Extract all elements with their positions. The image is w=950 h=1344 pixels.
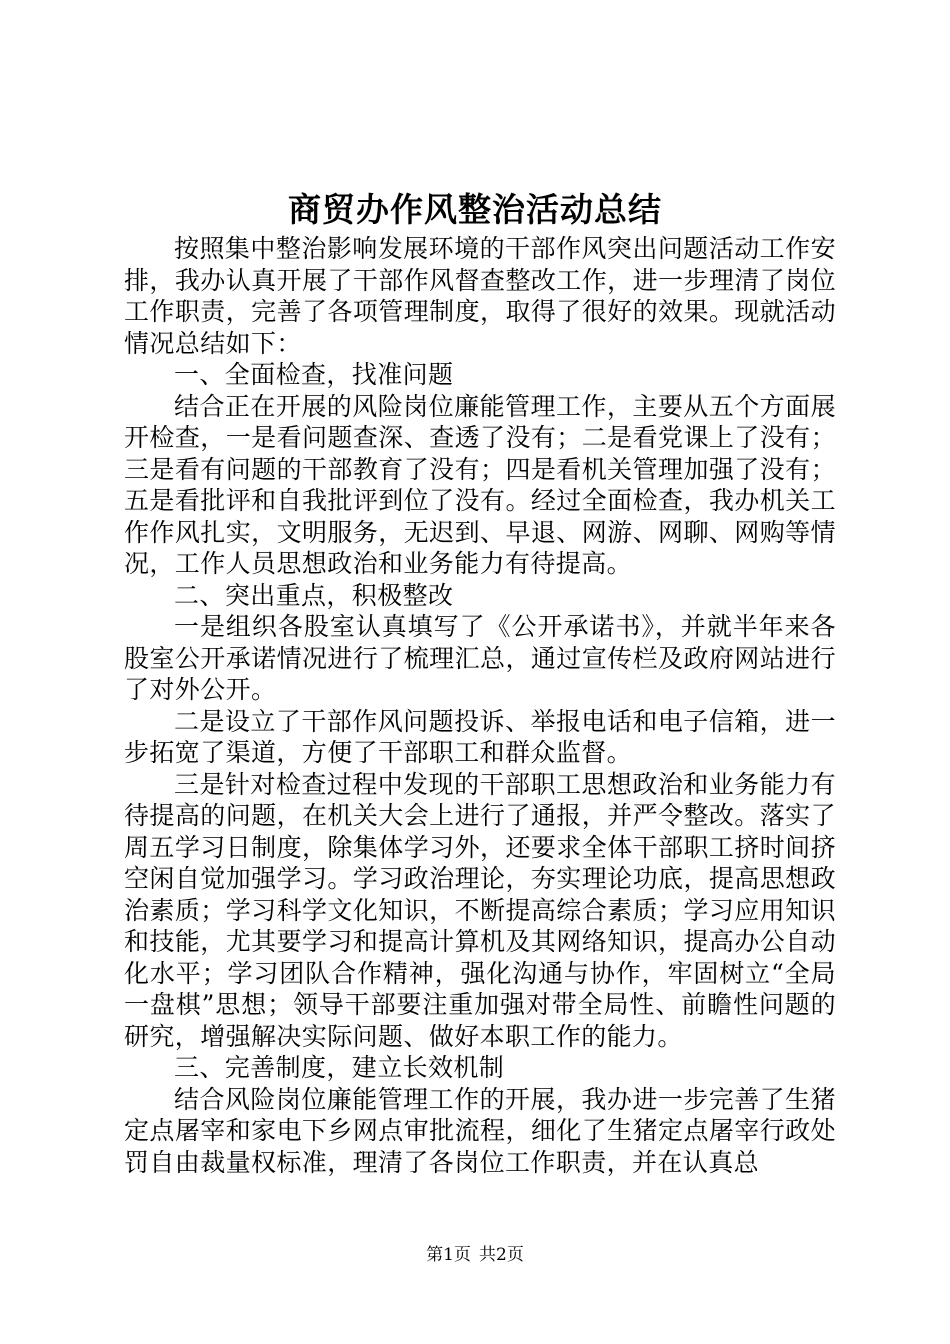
document-body — [124, 233, 836, 1178]
paragraph-rectify-3: 三是针对检查过程中发现的干部职工思想政治和业务能力有待提高的问题，在机关大会上进行了通报，并严令整改。落实了周五学习日制度，除集体学习外，还要求全体干部职工挤时间挤空闲自觉加强学习。学习政治理论，夯实理论功底，提高思想政治素质；学习科学文化知识，不断提高综合素质；学习应用知识和技能，尤其要学习和提高计算机及其网络知识，提高办公自动化水平；学习团队合作精神，强化沟通与协作，牢固树立“全局一盘棋”思想；领导干部要注重加强对带全局性、前瞻性问题的研究，增强解决实际问题、做好本职工作的能力。 — [124, 769, 836, 1051]
section-heading-3: 三、完善制度，建立长效机制 — [174, 1053, 505, 1082]
paragraph-rectify-1: 一是组织各股室认真填写了《公开承诺书》，并就半年来各股室公开承诺情况进行了梳理汇总，通过宣传栏及政府网站进行了对外公开。 — [124, 612, 836, 704]
paragraph-system: 结合风险岗位廉能管理工作的开展，我办进一步完善了生猪定点屠宰和家电下乡网点审批流程，细化了生猪定点屠宰行政处罚自由裁量权标准，理清了各岗位工作职责，并在认真总 — [124, 1084, 836, 1177]
paragraph-rectify-2: 二是设立了干部作风问题投诉、举报电话和电子信箱，进一步拓宽了渠道，方便了干部职工和群众监督。 — [124, 706, 836, 767]
page-footer — [0, 1244, 950, 1266]
page-number-current: 第1页 — [426, 1245, 471, 1265]
document-title: 商贸办作风整治活动总结 — [288, 190, 662, 229]
paragraph-inspection: 结合正在开展的风险岗位廉能管理工作，主要从五个方面展开检查，一是看问题查深、查透了没有；二是看党课上了没有；三是看有问题的干部教育了没有；四是看机关管理加强了没有；五是看批评和自我批评到位了没有。经过全面检查，我办机关工作作风扎实，文明服务，无迟到、早退、网游、网聊、网购等情况，工作人员思想政治和业务能力有待提高。 — [124, 391, 836, 578]
paragraph-intro: 按照集中整治影响发展环境的干部作风突出问题活动工作安排，我办认真开展了干部作风督查整改工作，进一步理清了岗位工作职责，完善了各项管理制度，取得了很好的效果。现就活动情况总结如下： — [124, 234, 836, 358]
section-heading-2: 二、突出重点，积极整改 — [174, 580, 454, 610]
section-heading-1: 一、全面检查，找准问题 — [174, 360, 454, 389]
page-number-total: 共2页 — [479, 1245, 524, 1265]
